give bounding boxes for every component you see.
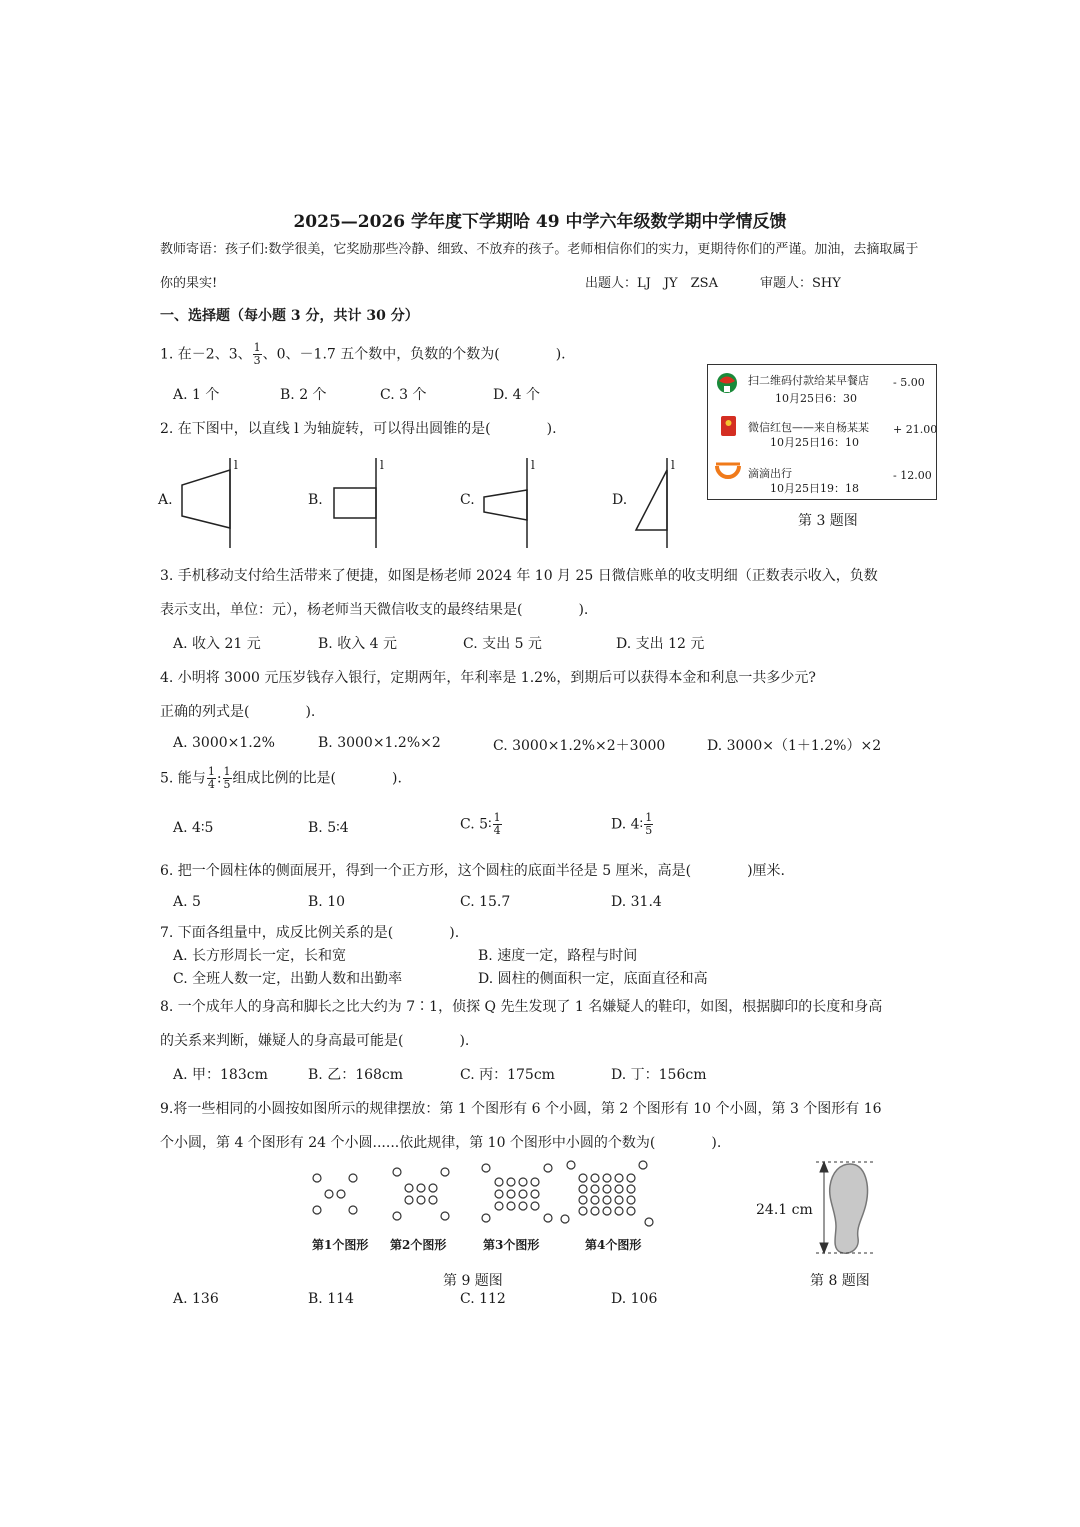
fig3-caption: 第 3 题图 xyxy=(798,513,858,529)
q2-option-d[interactable]: D. xyxy=(612,492,628,508)
q5-f2-den: 5 xyxy=(223,778,231,791)
q5-colon: : xyxy=(216,770,222,787)
question-7: 7. 下面各组量中，成反比例关系的是( ). xyxy=(160,925,460,941)
q5-f2-num: 1 xyxy=(223,765,231,778)
question-setter: 出题人：LJ JY ZSA xyxy=(585,276,718,291)
fig3-row2-title: 微信红包——来自杨某某 xyxy=(748,421,869,434)
q5-optd-den: 5 xyxy=(645,824,653,837)
fig3-row1-time: 10月25日6：30 xyxy=(775,392,857,405)
q1-text-pre: 1. 在－2、3、 xyxy=(160,346,252,363)
fig8-caption: 第 8 题图 xyxy=(810,1273,870,1289)
q5-option-a[interactable]: A. 4∶5 xyxy=(173,820,214,836)
q2c-axis-label: l xyxy=(531,458,535,472)
fig8-length-label: 24.1 cm xyxy=(756,1202,813,1218)
footprint-icon xyxy=(830,1164,868,1253)
q4-option-d[interactable]: D. 3000×（1＋1.2%）×2 xyxy=(707,738,882,754)
q2-option-c[interactable]: C. xyxy=(460,492,475,508)
fig9-caption: 第 9 题图 xyxy=(443,1273,503,1289)
question-9-line1: 9.将一些相同的小圆按如图所示的规律摆放：第 1 个图形有 6 个小圆，第 2 个图形有 10 个小圆，第 3 个图形有 16 xyxy=(160,1101,882,1117)
q1-option-b[interactable]: B. 2 个 xyxy=(280,387,327,403)
q9-option-b[interactable]: B. 114 xyxy=(308,1291,354,1307)
q1-option-d[interactable]: D. 4 个 xyxy=(493,387,540,403)
teacher-message-line2: 你的果实! xyxy=(160,276,218,291)
fig3-row1-title: 扫二维码付款给某早餐店 xyxy=(748,374,869,387)
q8-option-b[interactable]: B. 乙：168cm xyxy=(308,1067,404,1083)
fig3-row3-title: 滴滴出行 xyxy=(748,467,792,480)
question-9-line2: 个小圆，第 4 个图形有 24 个小圆......依此规律，第 10 个图形中小圆的个数为( ). xyxy=(160,1135,722,1151)
fig3-row3-time: 10月25日19：18 xyxy=(770,482,859,495)
teacher-message-line1: 教师寄语：孩子们:数学很美，它奖励那些冷静、细致、不放弃的孩子。老师相信你们的实力，更期待你们的严谨。加油，去摘取属于 xyxy=(160,242,919,257)
fig9-label-1: 第1个图形 xyxy=(312,1238,369,1252)
q2a-axis-label: l xyxy=(234,458,238,472)
fig3-row3-amount: - 12.00 xyxy=(893,469,932,482)
fig3-row2-amount: + 21.00 xyxy=(893,423,938,436)
q1-option-c[interactable]: C. 3 个 xyxy=(380,387,427,403)
q5-text-post: 组成比例的比是( ). xyxy=(232,770,402,787)
q8-option-c[interactable]: C. 丙：175cm xyxy=(460,1067,555,1083)
q7-option-d[interactable]: D. 圆柱的侧面积一定，底面直径和高 xyxy=(478,971,708,987)
fig3-row2-time: 10月25日16：10 xyxy=(770,436,859,449)
q1-frac-num: 1 xyxy=(253,341,261,354)
question-6: 6. 把一个圆柱体的侧面展开，得到一个正方形，这个圆柱的底面半径是 5 厘米，高是( )厘米. xyxy=(160,863,785,879)
question-2: 2. 在下图中，以直线 l 为轴旋转，可以得出圆锥的是( ). xyxy=(160,421,557,437)
q3-option-b[interactable]: B. 收入 4 元 xyxy=(318,636,397,652)
q6-option-b[interactable]: B. 10 xyxy=(308,894,346,910)
question-8-line2: 的关系来判断，嫌疑人的身高最可能是( ). xyxy=(160,1033,470,1049)
question-4-line2: 正确的列式是( ). xyxy=(160,704,316,720)
page-title: 2025—2026 学年度下学期哈 49 中学六年级数学期中学情反馈 xyxy=(293,212,787,232)
question-3-line1: 3. 手机移动支付给生活带来了便捷，如图是杨老师 2024 年 10 月 25 日微信账单的收支明细（正数表示收入，负数 xyxy=(160,568,878,584)
q2-option-b[interactable]: B. xyxy=(308,492,323,508)
q5-option-c-text: C. 5∶ xyxy=(460,816,492,833)
q2b-axis-label: l xyxy=(380,458,384,472)
question-reviewer: 审题人：SHY xyxy=(760,276,841,291)
fig9-label-2: 第2个图形 xyxy=(390,1238,447,1252)
fig3-row1-amount: - 5.00 xyxy=(893,376,925,389)
q6-option-a[interactable]: A. 5 xyxy=(173,894,201,910)
question-4-line1: 4. 小明将 3000 元压岁钱存入银行，定期两年，年利率是 1.2%，到期后可以获得本金和利息一共多少元? xyxy=(160,670,816,686)
fig9-label-4: 第4个图形 xyxy=(585,1238,642,1252)
q7-option-a[interactable]: A. 长方形周长一定，长和宽 xyxy=(173,948,347,964)
q9-option-d[interactable]: D. 106 xyxy=(611,1291,658,1307)
q4-option-b[interactable]: B. 3000×1.2%×2 xyxy=(318,735,441,751)
q5-optd-num: 1 xyxy=(645,811,653,824)
q5-option-b[interactable]: B. 5∶4 xyxy=(308,820,349,836)
fig9-label-3: 第3个图形 xyxy=(483,1238,540,1252)
q5-option-d-text: D. 4∶ xyxy=(611,816,644,833)
q9-option-c[interactable]: C. 112 xyxy=(460,1291,506,1307)
q5-optc-den: 4 xyxy=(493,824,501,837)
q1-frac-den: 3 xyxy=(253,354,261,367)
q1-text-post: 、0、－1.7 五个数中，负数的个数为( ). xyxy=(262,346,566,363)
q4-option-c[interactable]: C. 3000×1.2%×2＋3000 xyxy=(493,738,666,754)
q5-text-pre: 5. 能与 xyxy=(160,770,206,787)
q7-option-c[interactable]: C. 全班人数一定，出勤人数和出勤率 xyxy=(173,971,403,987)
q8-option-a[interactable]: A. 甲：183cm xyxy=(173,1067,268,1083)
q7-option-b[interactable]: B. 速度一定，路程与时间 xyxy=(478,948,638,964)
q3-option-a[interactable]: A. 收入 21 元 xyxy=(173,636,261,652)
q5-f1-num: 1 xyxy=(207,765,215,778)
q3-option-d[interactable]: D. 支出 12 元 xyxy=(616,636,705,652)
q6-option-c[interactable]: C. 15.7 xyxy=(460,894,511,910)
q5-optc-num: 1 xyxy=(493,811,501,824)
q2-option-a[interactable]: A. xyxy=(158,492,173,508)
q4-option-a[interactable]: A. 3000×1.2% xyxy=(173,735,275,751)
q2d-axis-label: l xyxy=(671,458,675,472)
q3-option-c[interactable]: C. 支出 5 元 xyxy=(463,636,542,652)
q6-option-d[interactable]: D. 31.4 xyxy=(611,894,662,910)
q8-option-d[interactable]: D. 丁：156cm xyxy=(611,1067,707,1083)
q1-option-a[interactable]: A. 1 个 xyxy=(173,387,220,403)
q9-option-a[interactable]: A. 136 xyxy=(173,1291,219,1307)
section-heading: 一、选择题（每小题 3 分，共计 30 分） xyxy=(160,308,419,324)
q5-f1-den: 4 xyxy=(207,778,215,791)
question-8-line1: 8. 一个成年人的身高和脚长之比大约为 7∶1，侦探 Q 先生发现了 1 名嫌疑人的鞋印，如图，根据脚印的长度和身高 xyxy=(160,999,883,1015)
question-3-line2: 表示支出，单位：元），杨老师当天微信收支的最终结果是( ). xyxy=(160,602,589,618)
